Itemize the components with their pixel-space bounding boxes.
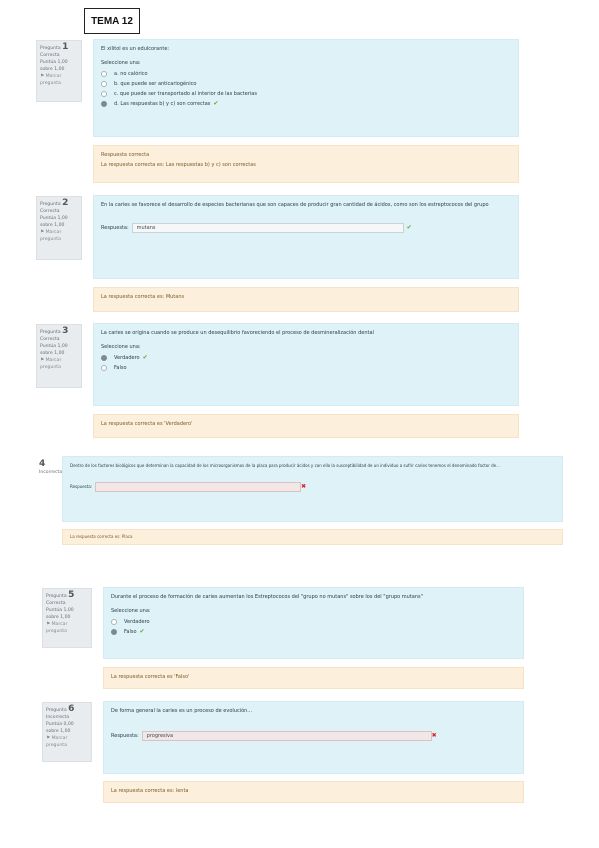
- question-info-3: [36, 324, 82, 388]
- question-status: Incorrecta: [39, 470, 63, 475]
- question-number: 3: [62, 326, 69, 336]
- option-d[interactable]: [101, 99, 511, 109]
- option-false[interactable]: [101, 363, 511, 373]
- option-c[interactable]: [101, 89, 511, 99]
- check-icon: ✔: [406, 224, 412, 231]
- option-true[interactable]: [111, 617, 516, 627]
- flag-label: Marcar pregunta: [46, 736, 68, 748]
- question-status: Correcta: [40, 53, 60, 58]
- feedback-1: [93, 145, 519, 183]
- answer-input[interactable]: progresiva: [142, 731, 432, 741]
- question-info-6: [42, 702, 92, 762]
- option-a[interactable]: [101, 69, 511, 79]
- question-number: 6: [68, 704, 75, 714]
- question-text: El xilitol es un edulcorante:: [101, 46, 170, 52]
- option-label: d. Las respuestas b) y c) son correctas: [114, 101, 211, 107]
- radio-button[interactable]: [101, 71, 107, 77]
- question-number: 1: [62, 42, 69, 52]
- question-points: Puntúa 1,00: [40, 216, 68, 221]
- question-number: 4: [39, 459, 46, 469]
- option-b[interactable]: [101, 79, 511, 89]
- option-false[interactable]: [111, 627, 516, 637]
- radio-button[interactable]: [101, 91, 107, 97]
- answer-input[interactable]: mutans: [132, 223, 404, 233]
- flag-question-link[interactable]: [46, 735, 88, 749]
- feedback-text: La respuesta correcta es: lenta: [111, 788, 189, 794]
- option-label: Verdadero: [124, 619, 150, 625]
- question-info-4: [36, 458, 63, 512]
- flag-question-link[interactable]: [46, 621, 88, 635]
- select-prompt: Seleccione una:: [101, 344, 141, 350]
- flag-label: Marcar pregunta: [40, 230, 62, 242]
- feedback-text: La respuesta correcta es: Placa: [70, 534, 133, 539]
- question-status: Correcta: [46, 601, 66, 606]
- question-label: Pregunta: [40, 202, 61, 207]
- radio-button[interactable]: [111, 619, 117, 625]
- check-icon: ✔: [213, 100, 219, 107]
- flag-question-link[interactable]: [40, 357, 78, 371]
- option-true[interactable]: [101, 353, 511, 363]
- option-label: Falso: [124, 629, 137, 635]
- answer-input[interactable]: [95, 482, 301, 492]
- question-label: Pregunta: [40, 46, 61, 51]
- flag-label: Marcar pregunta: [40, 358, 62, 370]
- question-points: Puntúa 1,00: [46, 608, 74, 613]
- option-label: b. que puede ser anticariogénico: [114, 81, 197, 87]
- question-text: Durante el proceso de formación de caries aumentan los Estreptococos del "grupo no mutans" sobre los del "grupo mutans": [111, 594, 423, 600]
- question-label: Pregunta: [46, 594, 67, 599]
- feedback-6: [103, 781, 524, 803]
- select-prompt: Seleccione una:: [111, 608, 151, 614]
- question-number: 5: [68, 590, 75, 600]
- option-label: c. que puede ser transportado al interior de las bacterias: [114, 91, 257, 97]
- question-points-of: sobre 1,00: [46, 729, 71, 734]
- select-prompt: Seleccione una:: [101, 60, 141, 66]
- question-points-of: sobre 1,00: [40, 223, 65, 228]
- feedback-text: La respuesta correcta es 'Verdadero': [101, 421, 193, 427]
- question-text: Dentro de los factores biológicos que determinan la capacidad de los microorganismos de la placa para producir ácidos y con ello la susceptibilidad de un individuo a sufrir caries tenemos el denominado factor de...: [70, 463, 500, 468]
- feedback-2: [93, 287, 519, 312]
- question-points: Puntúa 0,00: [46, 722, 74, 727]
- question-points-of: sobre 1,00: [46, 615, 71, 620]
- question-info-2: [36, 196, 82, 260]
- question-label: Pregunta: [46, 708, 67, 713]
- flag-icon: ⚑: [40, 358, 45, 363]
- question-content-6: [103, 701, 524, 774]
- flag-label: Marcar pregunta: [40, 74, 62, 86]
- flag-label: Marcar pregunta: [46, 622, 68, 634]
- feedback-text: La respuesta correcta es: Las respuestas b) y c) son correctas: [101, 162, 256, 168]
- option-label: Verdadero: [114, 355, 140, 361]
- question-status: Incorrecta: [46, 715, 70, 720]
- question-points-of: sobre 1,00: [40, 351, 65, 356]
- question-points: Puntúa 1,00: [40, 60, 68, 65]
- question-text: La caries se origina cuando se produce un desequilibrio favoreciendo el proceso de desmineralización dental: [101, 330, 374, 336]
- flag-icon: ⚑: [46, 622, 51, 627]
- feedback-text: La respuesta correcta es: Mutans: [101, 294, 185, 300]
- option-label: a. no calórico: [114, 71, 148, 77]
- question-status: Correcta: [40, 337, 60, 342]
- cross-icon: ✖: [301, 483, 307, 490]
- radio-button[interactable]: [101, 365, 107, 371]
- flag-icon: ⚑: [40, 230, 45, 235]
- feedback-4: [62, 529, 563, 545]
- question-content-1: [93, 39, 519, 137]
- radio-button[interactable]: [111, 629, 117, 635]
- question-points-of: sobre 1,00: [40, 67, 65, 72]
- flag-icon: ⚑: [46, 736, 51, 741]
- radio-button[interactable]: [101, 81, 107, 87]
- answer-label: Respuesta:: [111, 733, 139, 739]
- answer-label: Respuesta:: [101, 225, 129, 231]
- question-number: 2: [62, 198, 69, 208]
- question-status: Correcta: [40, 209, 60, 214]
- feedback-5: [103, 667, 524, 689]
- cross-icon: ✖: [431, 732, 437, 739]
- question-content-5: [103, 587, 524, 659]
- question-points: Puntúa 1,00: [40, 344, 68, 349]
- question-info-5: [42, 588, 92, 648]
- check-icon: ✔: [142, 354, 148, 361]
- tema-title: TEMA 12: [84, 8, 140, 34]
- question-content-2: [93, 195, 519, 279]
- question-text: En la caries se favorece el desarrollo de especies bacterianas que son capaces de producir gran cantidad de ácidos, como son los estreptococos del grupo: [101, 202, 489, 208]
- answer-label: Respuesta:: [70, 484, 93, 489]
- option-label: Falso: [114, 365, 127, 371]
- question-content-3: [93, 323, 519, 406]
- question-label: Pregunta: [40, 330, 61, 335]
- radio-button[interactable]: [101, 101, 107, 107]
- question-info-1: [36, 40, 82, 102]
- check-icon: ✔: [139, 628, 145, 635]
- question-text: De forma general la caries es un proceso de evolución...: [111, 708, 253, 714]
- flag-question-link[interactable]: [40, 229, 78, 243]
- feedback-title: Respuesta correcta: [101, 152, 150, 158]
- question-content-4: [62, 456, 563, 522]
- flag-question-link[interactable]: [40, 73, 78, 87]
- radio-button[interactable]: [101, 355, 107, 361]
- feedback-text: La respuesta correcta es 'Falso': [111, 674, 190, 680]
- feedback-3: [93, 414, 519, 438]
- flag-icon: ⚑: [40, 74, 45, 79]
